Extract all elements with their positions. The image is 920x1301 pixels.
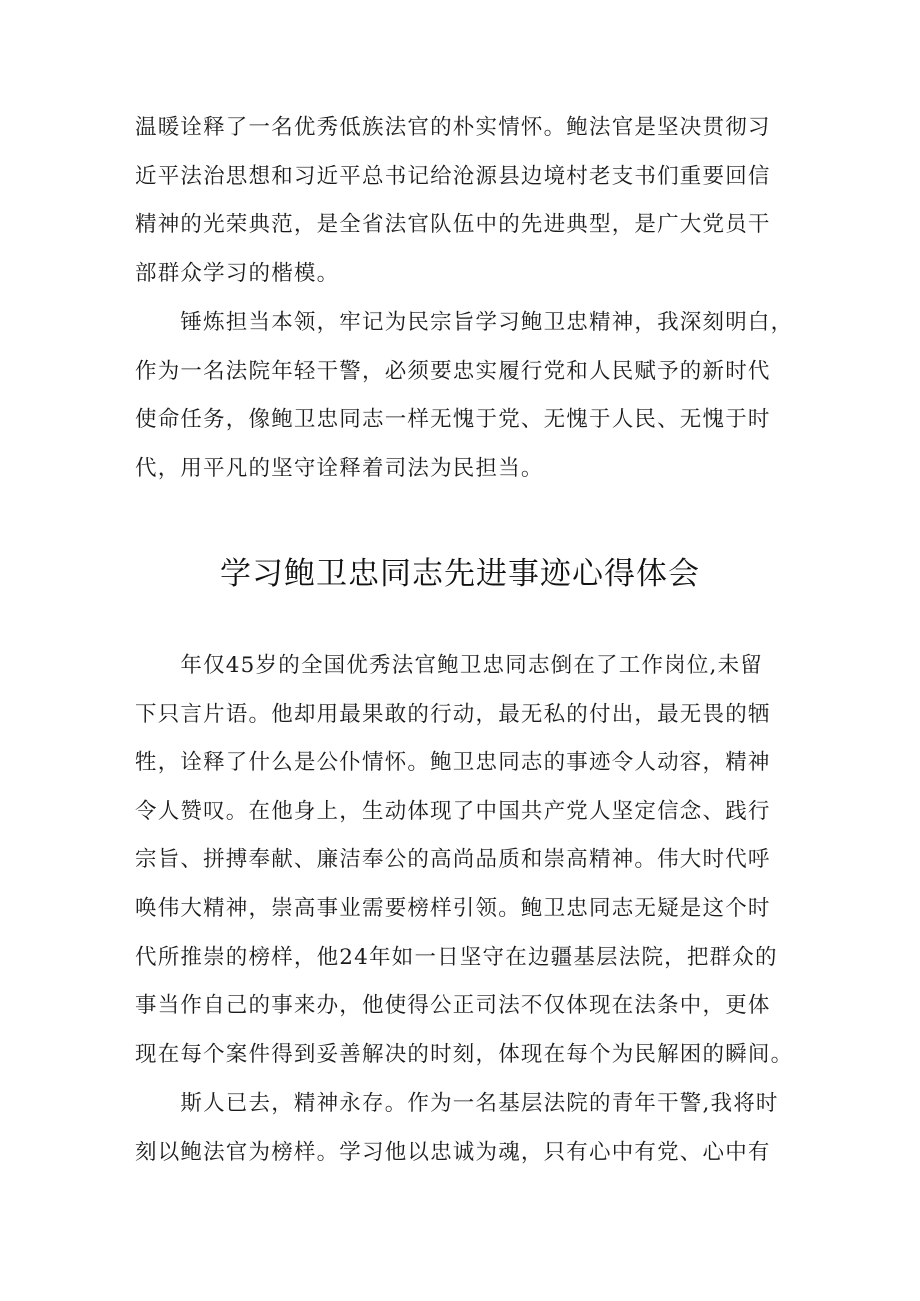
text-line: 斯人已去，精神永存。作为一名基层法院的青年干警,我将时	[135, 1091, 779, 1116]
text-line: 精神的光荣典范，是全省法官队伍中的先进典型，是广大党员干	[135, 212, 771, 238]
text-line: 作为一名法院年轻干警，必须要忠实履行党和人民赋予的新时代	[135, 358, 771, 384]
text-line: 现在每个案件得到妥善解决的时刻，体现在每个为民解困的瞬间。	[135, 1041, 794, 1067]
text-line: 部群众学习的楷模。	[135, 260, 340, 286]
text-line: 刻以鲍法官为榜样。学习他以忠诚为魂，只有心中有党、心中有	[135, 1139, 771, 1165]
text-line: 温暖诠释了一名优秀低族法官的朴实情怀。鲍法官是坚决贯彻习	[135, 115, 771, 140]
text-line: 牲，诠释了什么是公仆情怀。鲍卫忠同志的事迹令人动容，精神	[135, 750, 771, 776]
text-line: 代所推崇的榜样，他24年如一日坚守在边疆基层法院，把群众的	[135, 944, 778, 970]
section2-paragraph1	[135, 642, 795, 1079]
text-line: 事当作自己的事来办，他使得公正司法不仅体现在法条中，更体	[135, 993, 771, 1019]
text-line: 令人赞叹。在他身上，生动体现了中国共产党人坚定信念、践行	[135, 798, 771, 824]
text-line: 代，用平凡的坚守诠释着司法为民担当。	[135, 455, 544, 481]
text-line: 年仅45岁的全国优秀法官鲍卫忠同志倒在了工作岗位,未留	[135, 653, 763, 678]
text-line: 下只言片语。他却用最果敢的行动，最无私的付出，最无畏的牺	[135, 701, 771, 727]
text-line: 宗旨、拼搏奉献、廉洁奉公的高尚品质和崇高精神。伟大时代呼	[135, 847, 771, 873]
text-line: 使命任务，像鲍卫忠同志一样无愧于党、无愧于人民、无愧于时	[135, 407, 771, 433]
text-line: 锤炼担当本领，牢记为民宗旨学习鲍卫忠精神，我深刻明白，	[135, 310, 794, 335]
text-line: 唤伟大精神，崇高事业需要榜样引领。鲍卫忠同志无疑是这个时	[135, 895, 771, 921]
section1-paragraph1	[135, 104, 795, 298]
section1-paragraph2	[135, 299, 795, 493]
text-line: 近平法治思想和习近平总书记给沧源县边境村老支书们重要回信	[135, 163, 771, 189]
article-title: 学习鲍卫忠同志先进事迹心得体会	[220, 556, 700, 592]
section2-paragraph2	[135, 1080, 795, 1177]
